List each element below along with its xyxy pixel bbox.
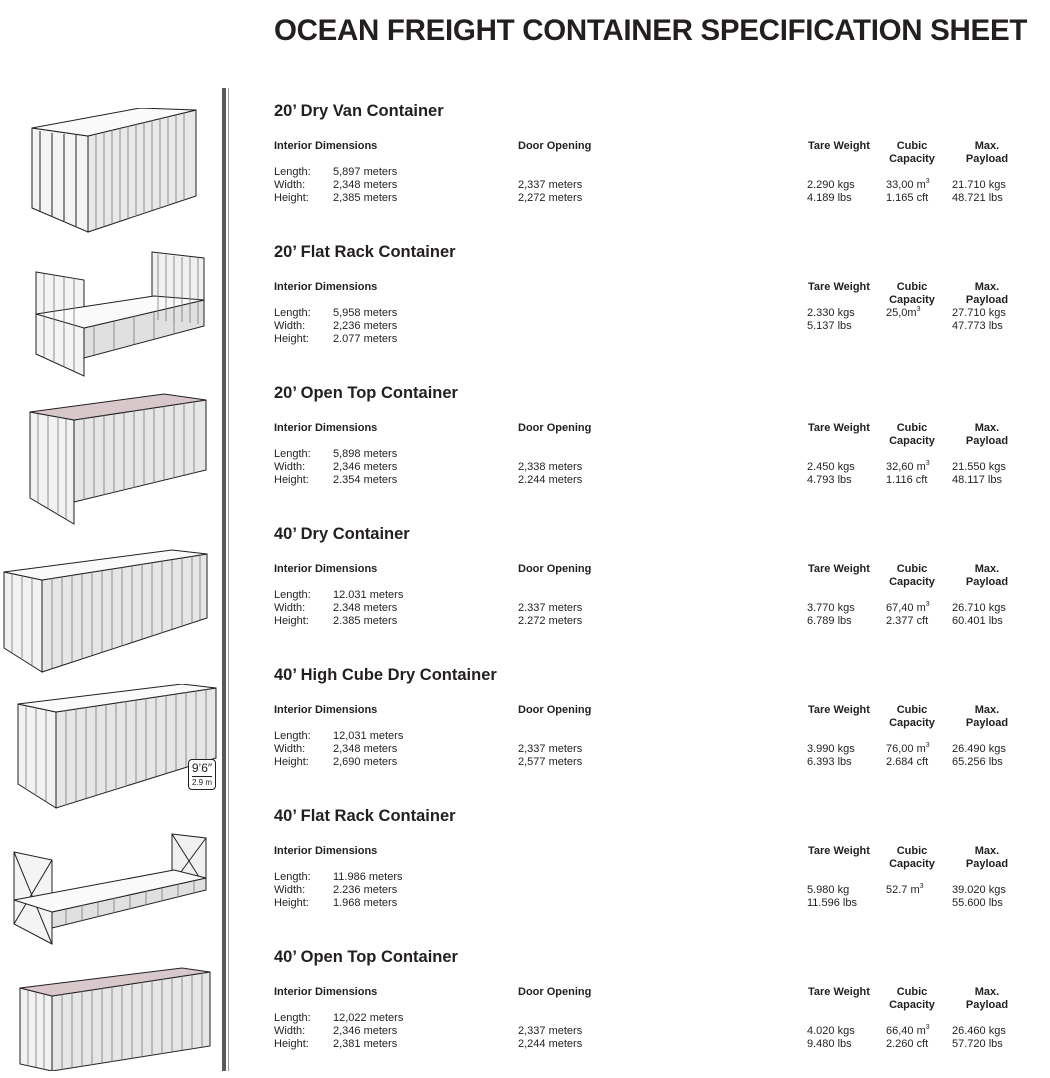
section-title: 40’ Open Top Container — [274, 948, 458, 966]
tare-lbs: 4.793 lbs — [807, 474, 852, 486]
header-interior-dimensions: Interior Dimensions — [274, 704, 378, 716]
cube-superscript: 3 — [925, 601, 930, 608]
tare-lbs: 11.596 lbs — [807, 897, 857, 909]
header-payload-line2: Payload — [965, 858, 1009, 870]
header-max-payload — [954, 986, 1020, 1012]
interior-width: 2,346 meters — [333, 461, 398, 473]
header-max-payload — [954, 704, 1020, 730]
interior-width: 2.236 meters — [333, 884, 398, 896]
door-height: 2.272 meters — [518, 615, 583, 627]
spec-section-20ft-open-top — [274, 384, 1050, 514]
header-payload-line2: Payload — [965, 576, 1009, 588]
header-payload-line2: Payload — [965, 999, 1009, 1011]
header-cubic-line1: Cubic — [896, 281, 928, 293]
label-height: Height: — [274, 615, 309, 627]
door-height: 2,577 meters — [518, 756, 583, 768]
cubic-capacity-m — [886, 602, 930, 615]
spec-section-20ft-flat-rack — [274, 243, 1050, 373]
header-interior-dimensions: Interior Dimensions — [274, 140, 378, 152]
header-door-opening: Door Opening — [518, 986, 592, 998]
label-height: Height: — [274, 756, 309, 768]
header-cubic-line1: Cubic — [896, 140, 928, 152]
door-height: 2.244 meters — [518, 474, 583, 486]
payload-kgs: 26.490 kgs — [952, 743, 1006, 755]
cubic-capacity-m-value: 33,00 m — [886, 179, 926, 191]
payload-kgs: 26.460 kgs — [952, 1025, 1006, 1037]
header-cubic-line2: Capacity — [889, 717, 935, 729]
header-cubic-line2: Capacity — [889, 858, 935, 870]
header-cubic-line1: Cubic — [896, 422, 928, 434]
header-max-payload — [954, 281, 1020, 307]
header-cubic-capacity — [886, 704, 938, 730]
header-cubic-capacity — [886, 422, 938, 448]
interior-length: 11.986 meters — [333, 871, 403, 883]
header-cubic-line2: Capacity — [889, 576, 935, 588]
cubic-capacity-m — [886, 179, 930, 192]
interior-length: 12.031 meters — [333, 589, 404, 601]
header-tare-weight: Tare Weight — [808, 281, 870, 293]
container-40ft-dry-illustration — [2, 548, 210, 674]
tare-lbs: 6.789 lbs — [807, 615, 852, 627]
header-tare-weight: Tare Weight — [808, 845, 870, 857]
interior-length: 12,031 meters — [333, 730, 404, 742]
spec-section-40ft-high-cube — [274, 666, 1050, 796]
header-cubic-capacity — [886, 563, 938, 589]
section-title: 40’ Dry Container — [274, 525, 410, 543]
label-length: Length: — [274, 1012, 311, 1024]
cubic-capacity-m — [886, 743, 930, 756]
header-max-payload — [954, 845, 1020, 871]
cubic-capacity-m-value: 66,40 m — [886, 1025, 926, 1037]
cubic-capacity-m — [886, 307, 920, 320]
spec-section-20ft-dry-van — [274, 102, 1050, 232]
tare-kgs: 5.980 kg — [807, 884, 850, 896]
header-interior-dimensions: Interior Dimensions — [274, 422, 378, 434]
section-title: 20’ Dry Van Container — [274, 102, 444, 120]
header-cubic-line1: Cubic — [896, 704, 928, 716]
container-20ft-dry-van-illustration — [30, 108, 200, 236]
header-cubic-line1: Cubic — [896, 986, 928, 998]
label-height: Height: — [274, 897, 309, 909]
header-cubic-line1: Cubic — [896, 845, 928, 857]
header-door-opening: Door Opening — [518, 704, 592, 716]
door-width: 2,337 meters — [518, 1025, 583, 1037]
header-payload-line2: Payload — [965, 294, 1009, 306]
cubic-capacity-m-value: 67,40 m — [886, 602, 926, 614]
badge-meters: 2.9 m — [192, 778, 213, 787]
label-width: Width: — [274, 461, 306, 473]
cube-superscript: 3 — [925, 178, 930, 185]
header-payload-line2: Payload — [965, 435, 1009, 447]
tare-kgs: 3.770 kgs — [807, 602, 855, 614]
label-width: Width: — [274, 743, 306, 755]
header-cubic-line2: Capacity — [889, 153, 935, 165]
header-interior-dimensions: Interior Dimensions — [274, 845, 378, 857]
tare-kgs: 2.290 kgs — [807, 179, 855, 191]
container-20ft-flat-rack-illustration — [34, 250, 208, 380]
payload-lbs: 65.256 lbs — [952, 756, 1003, 768]
spec-section-40ft-open-top — [274, 948, 1050, 1078]
header-tare-weight: Tare Weight — [808, 986, 870, 998]
payload-kgs: 27.710 kgs — [952, 307, 1006, 319]
interior-length: 5,898 meters — [333, 448, 398, 460]
cubic-capacity-cft: 2.684 cft — [886, 756, 929, 768]
label-length: Length: — [274, 448, 311, 460]
header-payload-line1: Max. — [974, 986, 1000, 998]
tare-lbs: 9.480 lbs — [807, 1038, 852, 1050]
vertical-divider-line — [228, 88, 229, 1071]
interior-length: 12,022 meters — [333, 1012, 404, 1024]
payload-lbs: 47.773 lbs — [952, 320, 1003, 332]
cubic-capacity-m — [886, 884, 924, 897]
header-cubic-capacity — [886, 140, 938, 166]
cube-superscript: 3 — [925, 742, 930, 749]
tare-kgs: 4.020 kgs — [807, 1025, 855, 1037]
label-length: Length: — [274, 730, 311, 742]
header-max-payload — [954, 422, 1020, 448]
cubic-capacity-m-value: 25,0m — [886, 307, 917, 319]
cubic-capacity-m-value: 32,60 m — [886, 461, 926, 473]
cubic-capacity-m-value: 52.7 m — [886, 884, 920, 896]
header-cubic-line1: Cubic — [896, 563, 928, 575]
cube-superscript: 3 — [916, 306, 921, 313]
header-door-opening: Door Opening — [518, 422, 592, 434]
header-payload-line1: Max. — [974, 563, 1000, 575]
header-cubic-capacity — [886, 845, 938, 871]
container-20ft-open-top-illustration — [28, 392, 210, 528]
door-width: 2,337 meters — [518, 743, 583, 755]
cubic-capacity-cft: 1.165 cft — [886, 192, 929, 204]
header-payload-line2: Payload — [965, 153, 1009, 165]
label-width: Width: — [274, 179, 306, 191]
tare-kgs: 3.990 kgs — [807, 743, 855, 755]
header-interior-dimensions: Interior Dimensions — [274, 986, 378, 998]
header-tare-weight: Tare Weight — [808, 704, 870, 716]
header-payload-line1: Max. — [974, 845, 1000, 857]
cube-superscript: 3 — [925, 1024, 930, 1031]
label-height: Height: — [274, 474, 309, 486]
interior-height: 1.968 meters — [333, 897, 398, 909]
header-cubic-line2: Capacity — [889, 435, 935, 447]
interior-length: 5,897 meters — [333, 166, 398, 178]
label-length: Length: — [274, 166, 311, 178]
section-title: 40’ Flat Rack Container — [274, 807, 456, 825]
header-tare-weight: Tare Weight — [808, 422, 870, 434]
payload-kgs: 21.550 kgs — [952, 461, 1006, 473]
header-payload-line2: Payload — [965, 717, 1009, 729]
header-interior-dimensions: Interior Dimensions — [274, 563, 378, 575]
interior-width: 2.348 meters — [333, 602, 398, 614]
payload-kgs: 39.020 kgs — [952, 884, 1006, 896]
container-40ft-flat-rack-illustration — [12, 830, 208, 948]
payload-kgs: 21.710 kgs — [952, 179, 1006, 191]
label-width: Width: — [274, 602, 306, 614]
header-max-payload — [954, 563, 1020, 589]
label-width: Width: — [274, 1025, 306, 1037]
cubic-capacity-m — [886, 1025, 930, 1038]
payload-lbs: 57.720 lbs — [952, 1038, 1003, 1050]
payload-lbs: 60.401 lbs — [952, 615, 1003, 627]
door-height: 2,272 meters — [518, 192, 583, 204]
cubic-capacity-m-value: 76,00 m — [886, 743, 926, 755]
section-title: 20’ Flat Rack Container — [274, 243, 456, 261]
header-payload-line1: Max. — [974, 140, 1000, 152]
header-door-opening: Door Opening — [518, 140, 592, 152]
header-payload-line1: Max. — [974, 422, 1000, 434]
label-length: Length: — [274, 307, 311, 319]
door-height: 2,244 meters — [518, 1038, 583, 1050]
interior-height: 2,385 meters — [333, 192, 398, 204]
cube-superscript: 3 — [925, 460, 930, 467]
cubic-capacity-cft: 2.260 cft — [886, 1038, 929, 1050]
interior-height: 2.077 meters — [333, 333, 398, 345]
interior-height: 2.354 meters — [333, 474, 398, 486]
interior-length: 5,958 meters — [333, 307, 398, 319]
page-title: OCEAN FREIGHT CONTAINER SPECIFICATION SHEET — [274, 14, 1028, 47]
tare-lbs: 6.393 lbs — [807, 756, 852, 768]
payload-lbs: 48.117 lbs — [952, 474, 1002, 486]
spec-section-40ft-flat-rack — [274, 807, 1050, 937]
interior-height: 2,381 meters — [333, 1038, 398, 1050]
tare-lbs: 5.137 lbs — [807, 320, 852, 332]
cubic-capacity-cft: 2.377 cft — [886, 615, 929, 627]
label-height: Height: — [274, 1038, 309, 1050]
label-length: Length: — [274, 871, 311, 883]
header-payload-line1: Max. — [974, 281, 1000, 293]
door-width: 2,338 meters — [518, 461, 583, 473]
interior-height: 2,690 meters — [333, 756, 398, 768]
label-width: Width: — [274, 884, 306, 896]
payload-lbs: 48.721 lbs — [952, 192, 1003, 204]
door-width: 2.337 meters — [518, 602, 583, 614]
vertical-divider — [222, 88, 226, 1071]
tare-kgs: 2.450 kgs — [807, 461, 855, 473]
badge-feet: 9’6″ — [191, 761, 213, 775]
header-cubic-capacity — [886, 986, 938, 1012]
label-length: Length: — [274, 589, 311, 601]
header-max-payload — [954, 140, 1020, 166]
tare-lbs: 4.189 lbs — [807, 192, 852, 204]
label-width: Width: — [274, 320, 306, 332]
payload-lbs: 55.600 lbs — [952, 897, 1003, 909]
payload-kgs: 26.710 kgs — [952, 602, 1006, 614]
cubic-capacity-m — [886, 461, 930, 474]
interior-width: 2,348 meters — [333, 743, 398, 755]
interior-height: 2.385 meters — [333, 615, 398, 627]
spec-section-40ft-dry — [274, 525, 1050, 655]
label-height: Height: — [274, 333, 309, 345]
high-cube-height-badge — [188, 759, 216, 790]
door-width: 2,337 meters — [518, 179, 583, 191]
header-payload-line1: Max. — [974, 704, 1000, 716]
header-tare-weight: Tare Weight — [808, 563, 870, 575]
section-title: 40’ High Cube Dry Container — [274, 666, 497, 684]
container-40ft-open-top-illustration — [18, 966, 214, 1071]
header-door-opening: Door Opening — [518, 563, 592, 575]
container-40ft-high-cube-illustration — [16, 684, 220, 810]
tare-kgs: 2.330 kgs — [807, 307, 855, 319]
header-interior-dimensions: Interior Dimensions — [274, 281, 378, 293]
interior-width: 2,348 meters — [333, 179, 398, 191]
interior-width: 2,236 meters — [333, 320, 398, 332]
header-cubic-line2: Capacity — [889, 999, 935, 1011]
interior-width: 2,346 meters — [333, 1025, 398, 1037]
cubic-capacity-cft: 1.116 cft — [886, 474, 928, 486]
header-cubic-line2: Capacity — [889, 294, 935, 306]
header-cubic-capacity — [886, 281, 938, 307]
section-title: 20’ Open Top Container — [274, 384, 458, 402]
label-height: Height: — [274, 192, 309, 204]
header-tare-weight: Tare Weight — [808, 140, 870, 152]
cube-superscript: 3 — [919, 883, 924, 890]
